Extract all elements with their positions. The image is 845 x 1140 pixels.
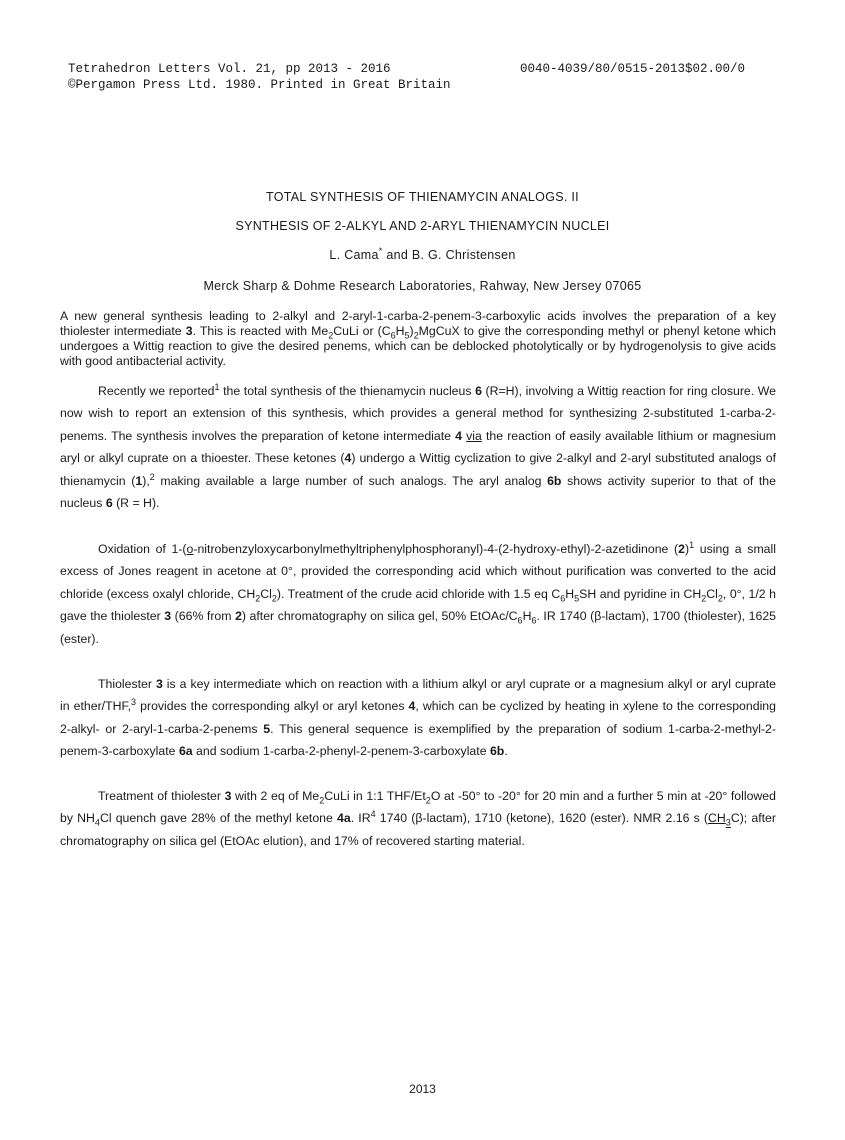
author-christensen: and B. G. Christensen bbox=[382, 248, 516, 262]
paragraph-thiolester: Thiolester 3 is a key intermediate which on reaction with a lithium alkyl or aryl cuprate or a magnesium alkyl or aryl cuprate in ether/THF,$^3$ provides the corresponding alkyl or aryl ketones 4, which can be cyclized by heating in xylene to the corresponding 2-alkyl- or 2-aryl-1-carba-2-penems 5. This general sequence is exemplified by the preparation of sodium 1-carba-2-methyl-2-penem-3-carboxylate 6a and sodium 1-carba-2-phenyl-2-penem-3-carboxylate 6b. bbox=[60, 677, 776, 759]
authors bbox=[0, 245, 845, 262]
journal-line: Tetrahedron Letters Vol. 21, pp 2013 - 2016 bbox=[68, 62, 391, 76]
paragraph-treatment: Treatment of thiolester 3 with 2 eq of $Me_2CuLi$ in 1:1 THF/$Et_2O$ at -50° to -20° for 20 min and a further 5 min at -20° followed by $NH_4Cl$ quench gave 28% of the methyl ketone 4a. $IR^4$ 1740 (β-lactam), 1710 (ketone), 1620 (ester). NMR 2.16 s $(CH_3C)$; after chromatography on silica gel (EtOAc elution), and 17% of recovered starting material. bbox=[60, 789, 776, 848]
paragraph-intro: Recently we reported$^1$ the total synthesis of the thienamycin nucleus 6 (R=H), involving a Wittig reaction for ring closure. We now wish to report an extension of this synthesis, which provides a general method for synthesizing 2-substituted 1-carba-2-penems. The synthesis involves the preparation of ketone intermediate 4 via the reaction of easily available lithium or magnesium aryl or alkyl cuprate on a thioester. These ketones (4) undergo a Wittig cyclization to give 2-alkyl and 2-aryl substituted analogs of thienamycin (1),$^2$ making available a large number of such analogs. The aryl analog 6b shows activity superior to that of the nucleus 6 (R = H). bbox=[60, 381, 777, 511]
article-code: 0040-4039/80/0515-2013$02.00/0 bbox=[520, 62, 746, 76]
article-title: TOTAL SYNTHESIS OF THIENAMYCIN ANALOGS. II bbox=[266, 190, 579, 204]
affiliation: Merck Sharp & Dohme Research Laboratories, Rahway, New Jersey 07065 bbox=[203, 279, 642, 293]
article-subtitle: SYNTHESIS OF 2-ALKYL AND 2-ARYL THIENAMYCIN NUCLEI bbox=[235, 219, 610, 233]
corresponding-mark: * bbox=[378, 245, 383, 256]
author-cama: L. Cama bbox=[329, 248, 379, 262]
paragraph-oxidation: Oxidation of 1-(o-nitrobenzyloxycarbonylmethyltriphenylphosphoranyl)-4-(2-hydroxy-ethyl)-2-azetidinone $(2)^1$ using a small excess of Jones reagent in acetone at 0°, provided the corresponding acid which without purification was converted to the acid chloride (excess oxalyl chloride, $CH_2Cl_2$). Treatment of the crude acid chloride with 1.5 eq $C_6H_5SH$ and pyridine in $CH_2Cl_2$, 0°, 1/2 h gave the thiolester 3 (66% from 2) after chromatography on silica gel, 50% EtOAc/$C_6H_6$. IR 1740 (β-lactam), 1700 (thiolester), 1625 (ester). bbox=[60, 539, 776, 646]
page-number: 2013 bbox=[409, 1082, 436, 1096]
abstract: A new general synthesis leading to 2-alkyl and 2-aryl-1-carba-2-penem-3-carboxylic acids involves the preparation of a key thiolester intermediate 3. This is reacted with $Me_2CuLi$ or $(C_6H_5)_2MgCuX$ to give the corresponding methyl or phenyl ketone which undergoes a Wittig reaction to give the desired penems, which can be deblocked photolytically or by hydrogenolysis to give acids with good antibacterial activity. bbox=[60, 309, 776, 368]
journal-header bbox=[68, 61, 451, 93]
publisher-line: ©Pergamon Press Ltd. 1980. Printed in Great Britain bbox=[68, 78, 451, 92]
